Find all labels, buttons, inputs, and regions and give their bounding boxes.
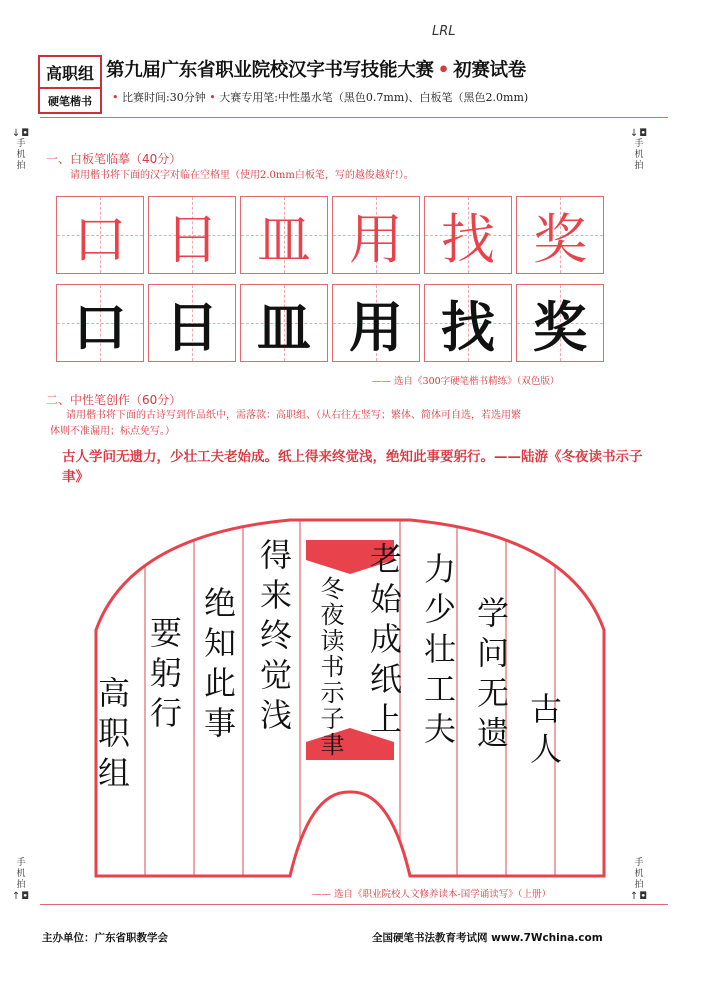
- badge-style-label: 硬笔楷书: [48, 94, 92, 108]
- bullet-icon: •: [209, 91, 216, 104]
- section1-source: —— 选自《300字硬笔楷书精练》（双色版）: [372, 376, 560, 387]
- side-label: 手 机 拍: [16, 858, 26, 890]
- badge-group-label: 高职组: [40, 57, 100, 89]
- practice-char: 口: [73, 207, 127, 271]
- side-marker-bottom-left: [8, 858, 34, 902]
- copy-row[interactable]: [56, 284, 604, 362]
- footer-organizer: 主办单位：广东省职教学会: [42, 932, 168, 944]
- title-main: 第九届广东省职业院校汉字书写技能大赛: [106, 60, 434, 81]
- copy-char: 日: [165, 295, 219, 359]
- instruction-line: 请用楷书将下面的古诗写到作品纸中，需落款：高职组、（从右往左竖写；繁体、简体可自选，若选用繁: [66, 410, 521, 421]
- practice-char: 用: [349, 207, 403, 271]
- side-label: 手 机 拍: [634, 858, 644, 890]
- page-title: [106, 56, 526, 82]
- copy-cell[interactable]: [424, 284, 512, 362]
- poem-text: 古人学问无遗力，少壮工夫老始成。纸上得来终觉浅，绝知此事要躬行。——陆游《冬夜读书示子聿》: [62, 449, 643, 485]
- side-label: 手 机 拍: [634, 139, 644, 171]
- copy-cell[interactable]: [240, 284, 328, 362]
- practice-char: 找: [441, 207, 495, 271]
- camera-icon: ↓◘: [629, 128, 649, 139]
- category-badge: [38, 55, 102, 114]
- camera-icon: ↑◘: [11, 891, 31, 902]
- side-marker-bottom-right: [626, 858, 652, 902]
- exam-pens: 大赛专用笔:中性墨水笔（黑色0.7mm)、白板笔（黑色2.0mm): [219, 91, 529, 104]
- instruction-line: 体则不准漏用；标点免写。）: [50, 426, 175, 437]
- section2-heading: 二、中性笔创作（60分）: [46, 393, 182, 407]
- section1-heading: 一、白板笔临摹（40分）: [46, 152, 182, 166]
- practice-cell[interactable]: [148, 196, 236, 274]
- poem-column: 学问无遗: [472, 596, 510, 756]
- side-label: 手 机 拍: [16, 139, 26, 171]
- poem-column: 老始成纸上: [365, 542, 403, 742]
- copy-cell[interactable]: [148, 284, 236, 362]
- title-suffix: 初赛试卷: [453, 60, 526, 81]
- side-marker-top-right: [626, 128, 652, 172]
- copy-cell[interactable]: [56, 284, 144, 362]
- header-divider: [40, 117, 668, 118]
- poem-title-column: 冬夜读书示子聿: [316, 576, 344, 758]
- section2-source: —— 选自《职业院校人文修养读本-国学诵读写》（上册）: [312, 889, 551, 900]
- footer-website[interactable]: 全国硬笔书法教育考试网 www.7Wchina.com: [372, 932, 603, 944]
- bullet-icon: •: [112, 91, 119, 104]
- exam-time: 比赛时间:30分钟: [122, 91, 206, 104]
- practice-cell[interactable]: [516, 196, 604, 274]
- practice-char: 日: [165, 207, 219, 271]
- practice-char: 皿: [257, 207, 311, 271]
- poem-column: 要躬行: [145, 616, 183, 736]
- copy-char: 用: [349, 295, 403, 359]
- poem-column: 得来终觉浅: [255, 538, 293, 738]
- camera-icon: ↑◘: [629, 891, 649, 902]
- copy-char: 找: [441, 295, 495, 359]
- practice-cell[interactable]: [240, 196, 328, 274]
- copy-char: 奖: [533, 295, 587, 359]
- section2-instruction: [50, 408, 650, 440]
- poem-column: 古人: [525, 692, 563, 772]
- practice-cell[interactable]: [332, 196, 420, 274]
- poem-column: 力少壮工夫: [419, 552, 457, 752]
- title-dot: •: [437, 60, 450, 81]
- poem-column: 高职组: [93, 676, 131, 796]
- camera-icon: ↓◘: [11, 128, 31, 139]
- handwritten-note: LRL: [432, 24, 456, 39]
- practice-row[interactable]: [56, 196, 604, 274]
- side-marker-top-left: [8, 128, 34, 172]
- section1-instruction: 请用楷书将下面的汉字对临在空格里（使用2.0mm白板笔，写的越俊越好!）。: [70, 170, 414, 181]
- copy-cell[interactable]: [516, 284, 604, 362]
- copy-char: 口: [73, 295, 127, 359]
- copy-cell[interactable]: [332, 284, 420, 362]
- practice-char: 奖: [533, 207, 587, 271]
- exam-info: [112, 89, 528, 105]
- copy-char: 皿: [257, 295, 311, 359]
- poem-column: 绝知此事: [199, 586, 237, 746]
- footer-divider: [40, 904, 668, 905]
- practice-cell[interactable]: [56, 196, 144, 274]
- practice-cell[interactable]: [424, 196, 512, 274]
